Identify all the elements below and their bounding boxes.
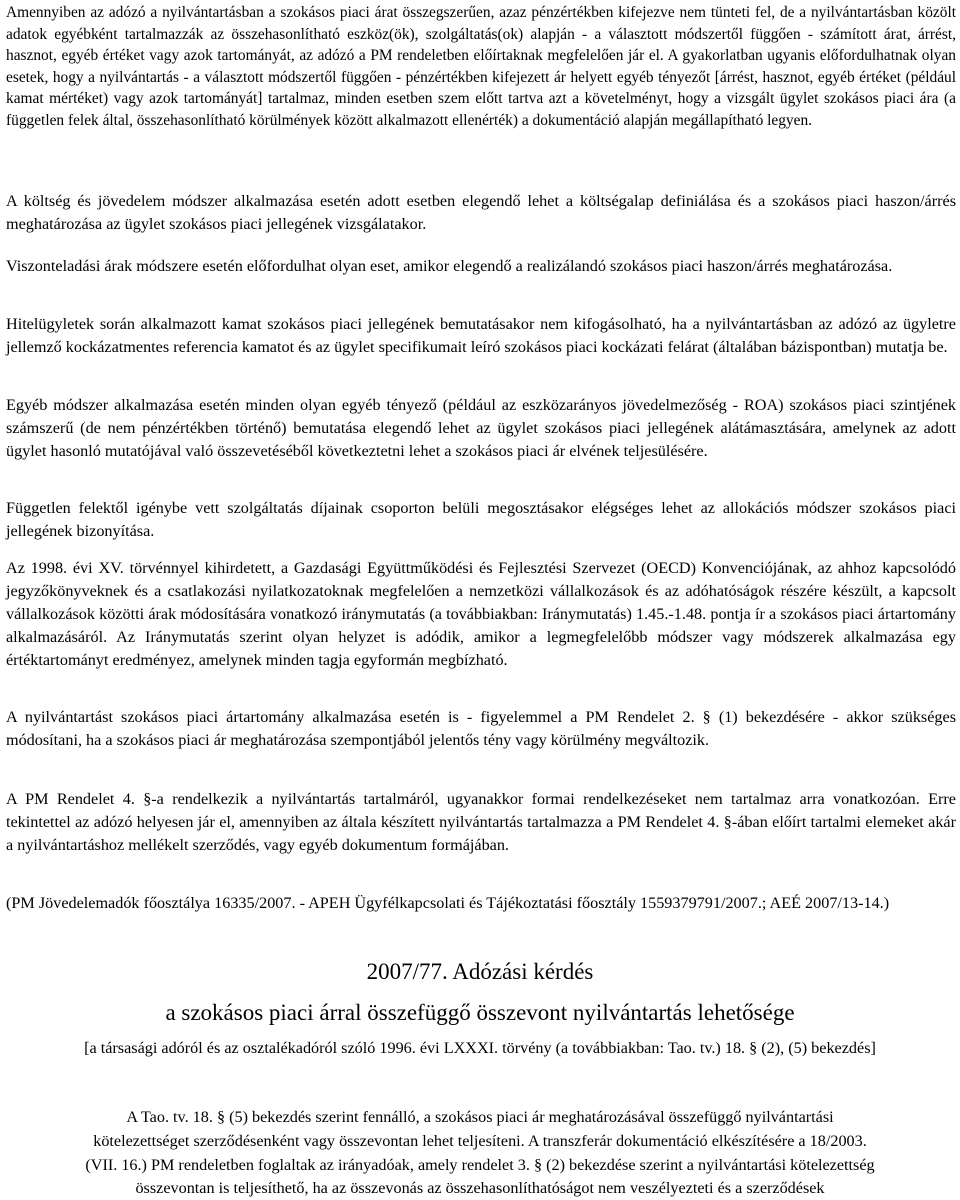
question-number: 2007/77. Adózási kérdés — [366, 959, 594, 984]
closing-line-4: összevontan is teljesíthető, ha az összevonás az összehasonlíthatóságot nem veszélyezteti és a szerződések — [135, 1179, 825, 1197]
question-title: a szokásos piaci árral összefüggő összevont nyilvántartás lehetősége — [165, 1000, 795, 1025]
closing-line-2: kötelezettséget szerződésenként vagy összevontan lehet teljesíteni. A transzferár dokumentáció elkészítésére a 18/2003. — [93, 1132, 867, 1150]
source-reference: (PM Jövedelemadók főosztálya 16335/2007. - APEH Ügyfélkapcsolati és Tájékoztatási főosztály 1559379791/2007.; AEÉ 2007/13-14.) — [6, 894, 890, 912]
paragraph-4: Hitelügyletek során alkalmazott kamat szokásos piaci jellegének bemutatásakor nem kifogásolható, ha a nyilvántartásban az adózó az ügyletre jellemző kockázatmentes referencia kamatot és az ügylet specifikumait leíró szokásos piaci kockázati felárat (általában bázispontban) mutatja be. — [6, 315, 956, 357]
closing-line-1: A Tao. tv. 18. § (5) bekezdés szerint fennálló, a szokásos piaci ár meghatározásával összefüggő nyilvántartási — [126, 1108, 834, 1126]
legal-reference: [a társasági adóról és az osztalékadóról szóló 1996. évi LXXXI. törvény (a továbbiakban: Tao. tv.) 18. § (2), (5) bekezdés] — [84, 1039, 876, 1057]
paragraph-3: Viszonteladási árak módszere esetén előfordulhat olyan eset, amikor elegendő a realizálandó szokásos piaci haszon/árrés meghatározása. — [6, 257, 893, 275]
paragraph-2: A költség és jövedelem módszer alkalmazása esetén adott esetben elegendő lehet a költségalap definiálása és a szokásos piaci haszon/árrés meghatározása az ügylet szokásos piaci jellegének vizsgálatakor. — [6, 192, 956, 234]
paragraph-7: Az 1998. évi XV. törvénnyel kihirdetett, a Gazdasági Együttműködési és Fejlesztési Szervezet (OECD) Konvenciójának, az ahhoz kapcsolódó jegyzőkönyveknek és a csatlakozási nyilatkozatoknak megfelelően a nemzetközi vállalkozások és az adóhatóságok részére készült, a kapcsolt vállalkozások közötti árak módosítására vonatkozó iránymutatás (a továbbiakban: Iránymutatás) 1.45.-1.48. pontja ír a szokásos piaci ártartomány alkalmazásáról. Az Iránymutatás szerint olyan helyzet is adódik, amikor a legmegfelelőbb módszer vagy módszerek alkalmazása egy értéktartományt eredményez, amelynek minden tagja egyformán megbízható. — [6, 559, 956, 670]
closing-line-3: (VII. 16.) PM rendeletben foglaltak az irányadóak, amely rendelet 3. § (2) bekezdése szerint a nyilvántartási kötelezettség — [85, 1156, 875, 1174]
paragraph-9: A PM Rendelet 4. §-a rendelkezik a nyilvántartás tartalmáról, ugyanakkor formai rendelkezéseket nem tartalmaz arra vonatkozóan. Erre tekintettel az adózó helyesen jár el, amennyiben az általa készített nyilvántartás tartalmazza a PM Rendelet 4. §-ában előírt tartalmi elemeket akár a nyilvántartáshoz mellékelt szerződés, vagy egyéb dokumentum formájában. — [6, 790, 956, 855]
paragraph-8: A nyilvántartást szokásos piaci ártartomány alkalmazása esetén is - figyelemmel a PM Rendelet 2. § (1) bekezdésére - akkor szükséges módosítani, ha a szokásos piaci ár meghatározása szempontjából jelentős tény vagy körülmény megváltozik. — [6, 708, 956, 750]
paragraph-5: Egyéb módszer alkalmazása esetén minden olyan egyéb tényező (például az eszközarányos jövedelmezőség - ROA) szokásos piaci szintjének számszerű (de nem pénzértékben történő) bemutatása elegendő lehet az ügylet szokásos piaci jellegének alátámasztására, amelynek az adott ügylet hasonló mutatójával való összevetéséből következtetni lehet a szokásos piaci ár elvének teljesülésére. — [6, 396, 956, 461]
paragraph-1: Amennyiben az adózó a nyilvántartásban a szokásos piaci árat összegszerűen, azaz pénzértékben kifejezve nem tünteti fel, de a nyilvántartásban közölt adatok egyébként tartalmazzák az összehasonlítható eszköz(ök), szolgáltatás(ok) alapján - a választott módszertől függően - számított árat, árrést, hasznot, egyéb értéket vagy azok tartományát, az adózó a PM rendeletben előírtaknak megfelelően jár el. A gyakorlatban ugyanis előfordulhatnak olyan esetek, hogy a nyilvántartás - a választott módszertől függően - pénzértékben kifejezett ár helyett egyéb tényezőt [árrést, hasznot, egyéb értéket (például kamat mértéket) vagy azok tartományát] tartalmaz, minden esetben szem előtt tartva azt a követelményt, hogy a vizsgált ügylet szokásos piaci ára (a független felek által, összehasonlítható körülmények között alkalmazott ellenérték) a dokumentáció alapján megállapítható legyen. — [6, 4, 956, 129]
paragraph-6: Független felektől igénybe vett szolgáltatás díjainak csoporton belüli megosztásakor elégséges lehet az allokációs módszer szokásos piaci jellegének bizonyítása. — [6, 499, 956, 541]
